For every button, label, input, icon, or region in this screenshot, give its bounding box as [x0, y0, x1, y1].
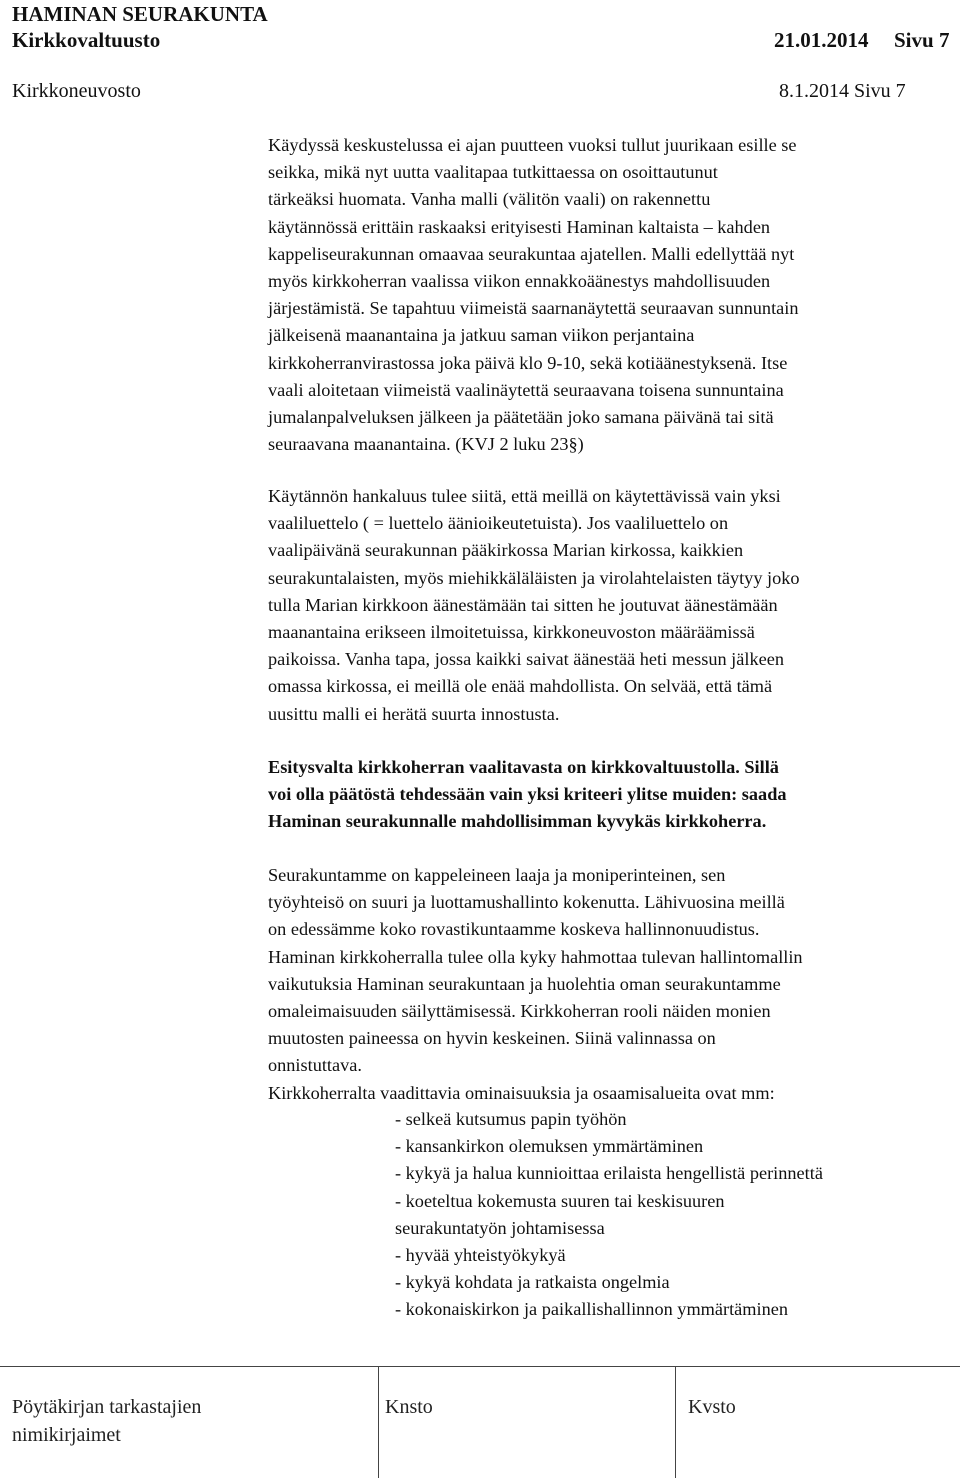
text-line: jälkeisenä maanantaina ja jatkuu saman viikon perjantaina — [268, 325, 695, 346]
text-line: onnistuttava. — [268, 1055, 362, 1076]
list-item: - selkeä kutsumus papin työhön — [395, 1109, 627, 1129]
text-line: omassa kirkossa, ei meillä ole enää mahdollista. On selvää, että tämä — [268, 676, 773, 697]
text-line: vaaliluettelo ( = luettelo äänioikeutetuista). Jos vaaliluettelo on — [268, 513, 729, 534]
organization-name: HAMINAN SEURAKUNTA — [12, 2, 268, 26]
footer-col-knsto: Knsto — [385, 1396, 433, 1418]
footer-divider — [0, 1366, 960, 1367]
footer-cell-divider — [675, 1366, 676, 1478]
text-line: seurakuntalaisten, myös miehikkäläläisten ja virolahtelaisten täytyy joko — [268, 567, 800, 588]
text-line: paikoissa. Vanha tapa, jossa kaikki saivat äänestää heti messun jälkeen — [268, 649, 784, 670]
text-line: tärkeäksi huomata. Vanha malli (välitön vaali) on rakennettu — [268, 189, 711, 210]
list-item: seurakuntatyön johtamisessa — [395, 1217, 605, 1238]
text-line: vaali aloitetaan viimeistä vaalinäytettä seuraavana toisena sunnuntaina — [268, 379, 784, 400]
text-line: seikka, mikä nyt uutta vaalitapaa tutkittaessa on osoittautunut — [268, 162, 718, 183]
header-body-2: Kirkkoneuvosto — [12, 80, 141, 102]
footer-label-1: Pöytäkirjan tarkastajien — [12, 1396, 202, 1418]
text-line: Kirkkoherralta vaadittavia ominaisuuksia ja osaamisalueita ovat mm: — [268, 1082, 775, 1103]
text-line: Haminan seurakunnalle mahdollisimman kyvykäs kirkkoherra. — [268, 811, 767, 832]
paragraph-1 — [268, 132, 799, 458]
list-item: - hyvää yhteistyökykyä — [395, 1244, 566, 1265]
list-item: - kokonaiskirkon ja paikallishallinnon ymmärtäminen — [395, 1299, 788, 1320]
text-line: käytännössä erittäin raskaaksi erityisesti Haminan kaltaista – kahden — [268, 216, 771, 237]
text-line: Seurakuntamme on kappeleineen laaja ja moniperinteinen, sen — [268, 865, 726, 885]
list-item: - kykyä kohdata ja ratkaista ongelmia — [395, 1272, 670, 1293]
text-line: myös kirkkoherran vaalissa viikon ennakkoäänestys mahdollisuuden — [268, 270, 771, 291]
text-line: on edessämme koko rovastikuntaamme koskeva hallinnonuudistus. — [268, 919, 760, 940]
text-line: järjestämistä. Se tapahtuu viimeistä saarnanäytettä seuraavan sunnuntain — [268, 298, 799, 319]
text-line: muutosten paineessa on hyvin keskeinen. Siinä valinnassa on — [268, 1028, 716, 1049]
text-line: Haminan kirkkoherralla tulee olla kyky hahmottaa tulevan hallintomallin — [268, 946, 803, 967]
text-line: seuraavana maanantaina. (KVJ 2 luku 23§) — [268, 434, 584, 455]
text-line: Esitysvalta kirkkoherran vaalitavasta on kirkkovaltuustolla. Sillä — [268, 757, 779, 777]
text-line: uusittu malli ei herätä suurta innostusta. — [268, 703, 560, 724]
text-line: maanantaina erikseen ilmoitetuissa, kirkkoneuvoston määräämissä — [268, 621, 755, 642]
paragraph-2 — [268, 483, 800, 728]
text-line: työyhteisö on suuri ja luottamushallinto kokenutta. Lähivuosina meillä — [268, 892, 785, 913]
header-date-1: 21.01.2014 — [774, 28, 869, 52]
text-line: kappeliseurakunnan omaavaa seurakuntaa ajatellen. Malli edellyttää nyt — [268, 243, 795, 264]
text-line: jumalanpalveluksen jälkeen ja päätetään joko samana päivänä tai sitä — [268, 406, 774, 427]
text-line: voi olla päätöstä tehdessään vain yksi kriteeri ylitse muiden: saada — [268, 784, 787, 805]
text-line: tulla Marian kirkkoon äänestämään tai sitten he joutuvat äänestämään — [268, 594, 778, 615]
list-item: - koeteltua kokemusta suuren tai keskisuuren — [395, 1190, 725, 1211]
text-line: omaleimaisuuden säilyttämisessä. Kirkkoherran rooli näiden monien — [268, 1000, 771, 1021]
header-date-page-2: 8.1.2014 Sivu 7 — [779, 80, 906, 102]
footer-cell-divider — [378, 1366, 379, 1478]
paragraph-4 — [268, 862, 803, 1107]
text-line: kirkkoherranvirastossa joka päivä klo 9-10, sekä kotiäänestyksenä. Itse — [268, 352, 788, 373]
text-line: Käytännön hankaluus tulee siitä, että meillä on käytettävissä vain yksi — [268, 486, 781, 506]
text-line: Käydyssä keskustelussa ei ajan puutteen vuoksi tullut juurikaan esille se — [268, 135, 797, 155]
footer-col-kvsto: Kvsto — [688, 1396, 736, 1418]
paragraph-3-bold — [268, 754, 787, 836]
text-line: vaalipäivänä seurakunnan pääkirkossa Marian kirkossa, kaikkien — [268, 540, 744, 561]
footer-label-2: nimikirjaimet — [12, 1424, 121, 1446]
header-body-1: Kirkkovaltuusto — [12, 28, 161, 52]
text-line: vaikutuksia Haminan seurakuntaan ja huolehtia oman seurakuntamme — [268, 973, 781, 994]
list-item: - kykyä ja halua kunnioittaa erilaista hengellistä perinnettä — [395, 1163, 823, 1184]
header-page-1: Sivu 7 — [894, 28, 950, 52]
list-item: - kansankirkon olemuksen ymmärtäminen — [395, 1136, 704, 1157]
requirements-list — [395, 1106, 823, 1324]
